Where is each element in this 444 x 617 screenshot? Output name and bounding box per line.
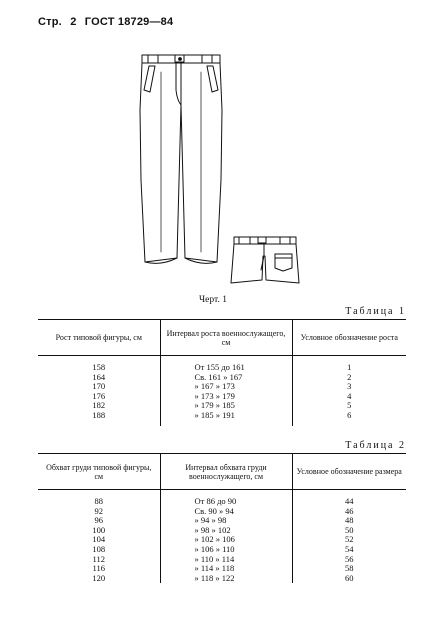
table-cell: Св. 90 » 94 bbox=[194, 505, 234, 516]
table-cell: 104 bbox=[92, 534, 106, 545]
table-cell: 182 bbox=[92, 400, 106, 411]
table-cell: 48 bbox=[345, 515, 354, 526]
table-cell: 92 bbox=[94, 505, 103, 516]
figure-caption: Черт. 1 bbox=[199, 295, 227, 305]
table-cell: 170 bbox=[92, 381, 106, 392]
table-cell: 3 bbox=[347, 381, 352, 392]
standard-number: ГОСТ 18729—84 bbox=[84, 16, 174, 28]
table-cell: 120 bbox=[92, 572, 106, 583]
table2-col3 bbox=[292, 490, 406, 584]
long-trousers-illustration bbox=[140, 55, 222, 263]
table1-header-row bbox=[38, 320, 406, 356]
table-cell: » 167 » 173 bbox=[194, 381, 235, 392]
table2-col1 bbox=[38, 490, 160, 584]
table-cell: » 173 » 179 bbox=[194, 390, 235, 401]
table-cell: » 102 » 106 bbox=[194, 534, 235, 545]
table1-col2 bbox=[160, 356, 292, 426]
table-cell: » 98 » 102 bbox=[194, 524, 231, 535]
table-cell: » 94 » 98 bbox=[194, 515, 227, 526]
table-cell: 46 bbox=[345, 505, 354, 516]
table2-header-cell: Обхват груди типовой фигуры, см bbox=[46, 462, 152, 481]
table2-header-cell: Интервал обхвата груди военнослужащего, см bbox=[160, 454, 292, 490]
table-cell: 52 bbox=[345, 534, 354, 545]
table-cell: 108 bbox=[92, 543, 106, 554]
table-cell: 5 bbox=[347, 400, 352, 411]
table-cell: Св. 161 » 167 bbox=[194, 371, 243, 382]
table-cell: 6 bbox=[347, 409, 352, 420]
table-cell: От 86 до 90 bbox=[194, 496, 237, 506]
trousers-drawing bbox=[0, 0, 444, 300]
table-cell: 58 bbox=[345, 563, 354, 574]
table-cell: » 185 » 191 bbox=[194, 409, 235, 420]
table1-header-cell: Условное обозначение роста bbox=[292, 320, 406, 356]
table-cell: 88 bbox=[94, 496, 103, 506]
table-cell: 1 bbox=[347, 362, 352, 372]
table-cell: 164 bbox=[92, 371, 106, 382]
table-cell: » 110 » 114 bbox=[194, 553, 235, 564]
table1-header-cell: Рост типовой фигуры, см bbox=[55, 333, 142, 342]
table-cell: 112 bbox=[92, 553, 105, 564]
table-cell: » 179 » 185 bbox=[194, 400, 235, 411]
table1-col1 bbox=[38, 356, 160, 426]
table1-label: Таблица 1 bbox=[345, 306, 406, 317]
shorts-illustration bbox=[231, 237, 299, 283]
table1-col3 bbox=[292, 356, 406, 426]
table-cell: 56 bbox=[345, 553, 354, 564]
table-cell: 4 bbox=[347, 390, 352, 401]
table2-col2 bbox=[160, 490, 292, 584]
page-number: 2 bbox=[70, 16, 77, 28]
table-cell: 158 bbox=[92, 362, 106, 372]
table-cell: 188 bbox=[92, 409, 106, 420]
table1 bbox=[38, 319, 406, 426]
page-prefix: Стр. bbox=[38, 16, 62, 28]
table-cell: 116 bbox=[92, 563, 105, 574]
table-cell: 60 bbox=[345, 572, 354, 583]
table-cell: 44 bbox=[345, 496, 354, 506]
table-cell: От 155 до 161 bbox=[194, 362, 245, 372]
table-cell: » 106 » 110 bbox=[194, 543, 235, 554]
table-cell: 50 bbox=[345, 524, 354, 535]
table1-header-cell: Интервал роста военнослужащего, см bbox=[160, 320, 292, 356]
table-cell: » 118 » 122 bbox=[194, 572, 235, 583]
table-cell: 54 bbox=[345, 543, 354, 554]
table2-label: Таблица 2 bbox=[345, 440, 406, 451]
table2-body bbox=[38, 490, 406, 584]
table-cell: 2 bbox=[347, 371, 352, 382]
table-cell: 176 bbox=[92, 390, 106, 401]
table2 bbox=[38, 453, 406, 583]
table-cell: 100 bbox=[92, 524, 106, 535]
table-cell: » 114 » 118 bbox=[194, 563, 235, 574]
table-cell: 96 bbox=[94, 515, 103, 526]
table2-header-cell: Условное обозначение размера bbox=[292, 454, 406, 490]
table1-body bbox=[38, 356, 406, 426]
table2-header-row bbox=[38, 454, 406, 490]
